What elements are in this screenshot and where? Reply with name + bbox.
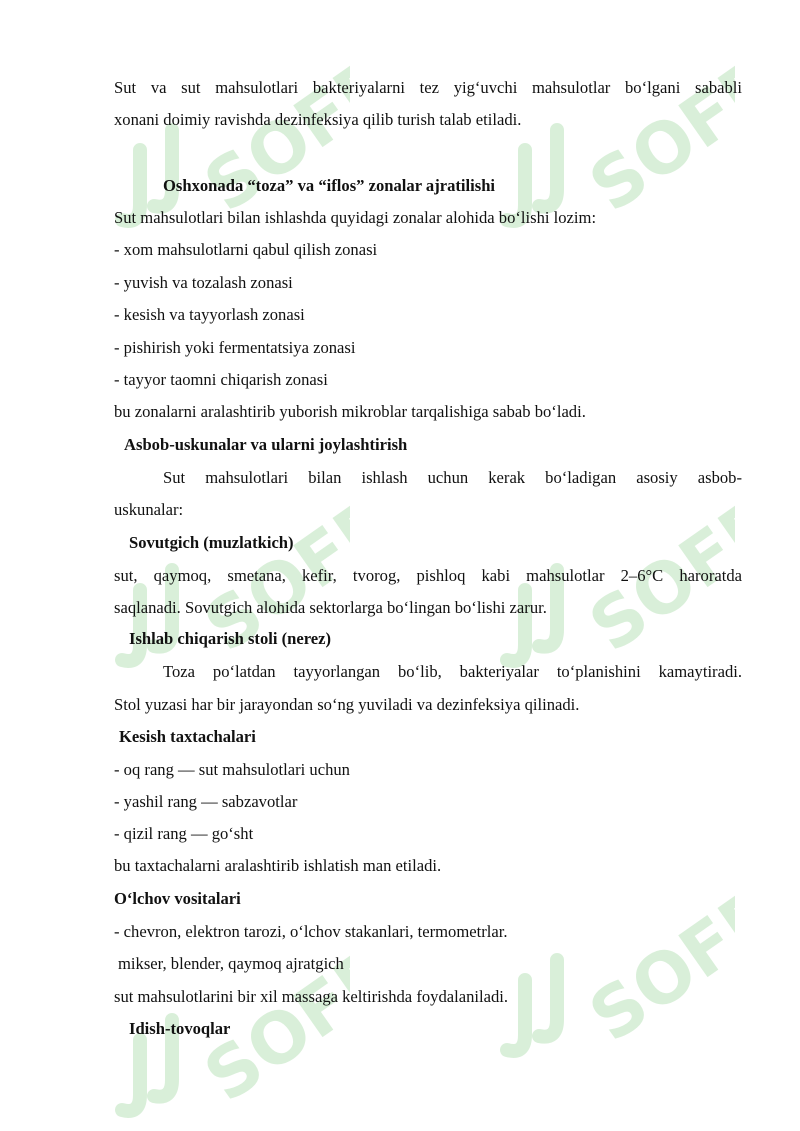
svg-text:SOFF: SOFF — [189, 932, 350, 1118]
svg-text:SOFF: SOFF — [189, 482, 350, 668]
subheading: Kesish taxtachalari — [119, 727, 256, 746]
svg-text:SOFF: SOFF — [189, 42, 350, 228]
list-item: - pishirish yoki fermentatsiya zonasi — [114, 338, 356, 357]
list-item: - tayyor taomni chiqarish zonasi — [114, 370, 328, 389]
paragraph-line: Toza po‘latdan tayyorlangan bo‘lib, bakteriyalar to‘planishini kamaytiradi. — [163, 662, 742, 681]
paragraph-line: Sut mahsulotlari bilan ishlashda quyidagi zonalar alohida bo‘lishi lozim: — [114, 208, 597, 227]
list-item: - qizil rang — go‘sht — [114, 824, 254, 843]
paragraph-line: Stol yuzasi har bir jarayondan so‘ng yuviladi va dezinfeksiya qilinadi. — [114, 695, 580, 714]
list-item: - oq rang — sut mahsulotlari uchun — [114, 760, 350, 779]
section-heading: Oshxonada “toza” va “iflos” zonalar ajratilishi — [163, 176, 496, 195]
subheading: Ishlab chiqarish stoli (nerez) — [129, 629, 332, 648]
svg-text:SOFF: SOFF — [574, 482, 735, 668]
svg-text:SOFF: SOFF — [574, 872, 735, 1058]
watermark-logo — [495, 30, 735, 230]
watermark-logo — [110, 30, 350, 230]
list-item: - xom mahsulotlarni qabul qilish zonasi — [114, 240, 378, 259]
paragraph-line: sut, qaymoq, smetana, kefir, tvorog, pishloq kabi mahsulotlar 2–6°C haroratda — [114, 566, 742, 585]
subheading: Idish-tovoqlar — [129, 1019, 231, 1038]
paragraph-line: bu zonalarni aralashtirib yuborish mikroblar tarqalishiga sabab bo‘ladi. — [114, 402, 586, 421]
list-item: - yuvish va tozalash zonasi — [114, 273, 293, 292]
list-item: - chevron, elektron tarozi, o‘lchov stakanlari, termometrlar. — [114, 922, 508, 941]
svg-text:SOFF: SOFF — [574, 42, 735, 228]
paragraph-line: Sut mahsulotlari bilan ishlash uchun kerak bo‘ladigan asosiy asbob- — [163, 468, 742, 487]
paragraph-line: uskunalar: — [114, 500, 184, 519]
section-heading: Asbob-uskunalar va ularni joylashtirish — [124, 435, 408, 454]
paragraph-line: Sut va sut mahsulotlari bakteriyalarni tez yig‘uvchi mahsulotlar bo‘lgani sababli — [114, 78, 742, 97]
paragraph-line: sut mahsulotlarini bir xil massaga keltirishda foydalaniladi. — [114, 987, 509, 1006]
paragraph-line: saqlanadi. Sovutgich alohida sektorlarga bo‘lingan bo‘lishi zarur. — [114, 598, 547, 617]
list-item: mikser, blender, qaymoq ajratgich — [118, 954, 344, 973]
subheading: O‘lchov vositalari — [114, 889, 241, 908]
subheading: Sovutgich (muzlatkich) — [129, 533, 294, 552]
list-item: - kesish va tayyorlash zonasi — [114, 305, 305, 324]
list-item: - yashil rang — sabzavotlar — [114, 792, 298, 811]
paragraph-line: xonani doimiy ravishda dezinfeksiya qilib turish talab etiladi. — [114, 110, 522, 129]
paragraph-line: bu taxtachalarni aralashtirib ishlatish man etiladi. — [114, 856, 442, 875]
